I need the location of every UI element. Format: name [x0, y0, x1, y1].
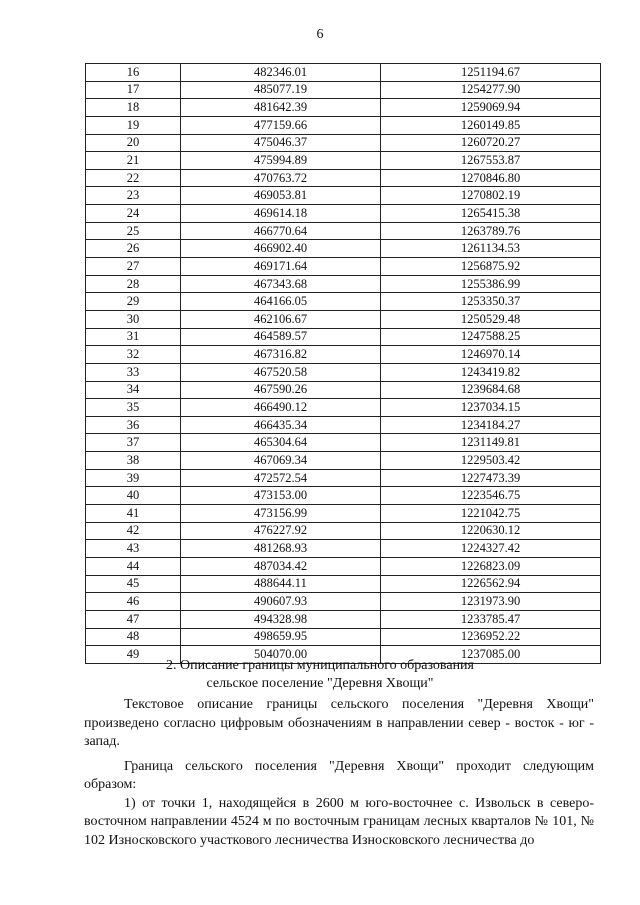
x-coordinate-cell: 469171.64	[181, 258, 381, 276]
table-row	[86, 116, 601, 134]
x-coordinate-cell: 467069.34	[181, 452, 381, 470]
y-coordinate-cell: 1231149.81	[381, 434, 601, 452]
y-coordinate-cell: 1226562.94	[381, 575, 601, 593]
y-coordinate-cell: 1246970.14	[381, 346, 601, 364]
point-number-cell: 31	[86, 328, 181, 346]
y-coordinate-cell: 1227473.39	[381, 469, 601, 487]
table-row	[86, 487, 601, 505]
table-row	[86, 628, 601, 646]
point-number-cell: 24	[86, 205, 181, 223]
point-number-cell: 23	[86, 187, 181, 205]
table-row	[86, 152, 601, 170]
x-coordinate-cell: 488644.11	[181, 575, 381, 593]
point-number-cell: 40	[86, 487, 181, 505]
x-coordinate-cell: 462106.67	[181, 310, 381, 328]
x-coordinate-cell: 494328.98	[181, 610, 381, 628]
section-heading-line-2: сельское поселение "Деревня Хвощи"	[206, 676, 434, 691]
table-row	[86, 99, 601, 117]
point-number-cell: 49	[86, 646, 181, 664]
table-row	[86, 346, 601, 364]
table-row	[86, 522, 601, 540]
y-coordinate-cell: 1260149.85	[381, 116, 601, 134]
point-number-cell: 46	[86, 593, 181, 611]
table-row	[86, 593, 601, 611]
table-row	[86, 240, 601, 258]
y-coordinate-cell: 1220630.12	[381, 522, 601, 540]
point-number-cell: 48	[86, 628, 181, 646]
y-coordinate-cell: 1247588.25	[381, 328, 601, 346]
point-number-cell: 43	[86, 540, 181, 558]
y-coordinate-cell: 1233785.47	[381, 610, 601, 628]
point-number-cell: 45	[86, 575, 181, 593]
point-number-cell: 39	[86, 469, 181, 487]
y-coordinate-cell: 1237085.00	[381, 646, 601, 664]
y-coordinate-cell: 1234184.27	[381, 416, 601, 434]
table-row	[86, 452, 601, 470]
paragraph-description: Текстовое описание границы сельского поселения "Деревня Хвощи" произведено согласно цифровым обозначениям в направлении север - восток - юг - запад.	[84, 697, 594, 749]
x-coordinate-cell: 466902.40	[181, 240, 381, 258]
coordinates-table-body	[86, 64, 601, 664]
x-coordinate-cell: 473156.99	[181, 505, 381, 523]
point-number-cell: 42	[86, 522, 181, 540]
point-number-cell: 27	[86, 258, 181, 276]
y-coordinate-cell: 1255386.99	[381, 275, 601, 293]
point-number-cell: 33	[86, 363, 181, 381]
y-coordinate-cell: 1261134.53	[381, 240, 601, 258]
point-number-cell: 20	[86, 134, 181, 152]
x-coordinate-cell: 472572.54	[181, 469, 381, 487]
table-row	[86, 222, 601, 240]
table-row	[86, 381, 601, 399]
table-row	[86, 505, 601, 523]
y-coordinate-cell: 1226823.09	[381, 557, 601, 575]
table-row	[86, 310, 601, 328]
point-number-cell: 29	[86, 293, 181, 311]
point-number-cell: 17	[86, 81, 181, 99]
table-row	[86, 275, 601, 293]
x-coordinate-cell: 465304.64	[181, 434, 381, 452]
y-coordinate-cell: 1224327.42	[381, 540, 601, 558]
table-row	[86, 610, 601, 628]
x-coordinate-cell: 466490.12	[181, 399, 381, 417]
x-coordinate-cell: 477159.66	[181, 116, 381, 134]
table-row	[86, 64, 601, 82]
table-row	[86, 416, 601, 434]
y-coordinate-cell: 1270802.19	[381, 187, 601, 205]
table-row	[86, 540, 601, 558]
table-row	[86, 81, 601, 99]
point-number-cell: 35	[86, 399, 181, 417]
x-coordinate-cell: 466770.64	[181, 222, 381, 240]
point-number-cell: 18	[86, 99, 181, 117]
point-number-cell: 44	[86, 557, 181, 575]
x-coordinate-cell: 467343.68	[181, 275, 381, 293]
x-coordinate-cell: 467520.58	[181, 363, 381, 381]
point-number-cell: 30	[86, 310, 181, 328]
x-coordinate-cell: 469053.81	[181, 187, 381, 205]
point-number-cell: 41	[86, 505, 181, 523]
y-coordinate-cell: 1260720.27	[381, 134, 601, 152]
table-row	[86, 469, 601, 487]
point-number-cell: 37	[86, 434, 181, 452]
x-coordinate-cell: 467316.82	[181, 346, 381, 364]
x-coordinate-cell: 482346.01	[181, 64, 381, 82]
y-coordinate-cell: 1223546.75	[381, 487, 601, 505]
section-heading-line-1: 2. Описание границы муниципального образования	[166, 658, 474, 673]
y-coordinate-cell: 1254277.90	[381, 81, 601, 99]
x-coordinate-cell: 476227.92	[181, 522, 381, 540]
table-row	[86, 134, 601, 152]
point-number-cell: 47	[86, 610, 181, 628]
coordinates-table	[85, 63, 601, 664]
y-coordinate-cell: 1267553.87	[381, 152, 601, 170]
paragraph-boundary-intro: Граница сельского поселения "Деревня Хвощи" проходит следующим образом:	[84, 758, 594, 792]
x-coordinate-cell: 498659.95	[181, 628, 381, 646]
y-coordinate-cell: 1251194.67	[381, 64, 601, 82]
y-coordinate-cell: 1237034.15	[381, 399, 601, 417]
table-row	[86, 187, 601, 205]
y-coordinate-cell: 1243419.82	[381, 363, 601, 381]
x-coordinate-cell: 464166.05	[181, 293, 381, 311]
y-coordinate-cell: 1256875.92	[381, 258, 601, 276]
y-coordinate-cell: 1221042.75	[381, 505, 601, 523]
y-coordinate-cell: 1250529.48	[381, 310, 601, 328]
table-row	[86, 557, 601, 575]
y-coordinate-cell: 1265415.38	[381, 205, 601, 223]
point-number-cell: 34	[86, 381, 181, 399]
point-number-cell: 26	[86, 240, 181, 258]
x-coordinate-cell: 473153.00	[181, 487, 381, 505]
x-coordinate-cell: 464589.57	[181, 328, 381, 346]
table-row	[86, 205, 601, 223]
page-number: 6	[316, 27, 324, 42]
point-number-cell: 36	[86, 416, 181, 434]
x-coordinate-cell: 475046.37	[181, 134, 381, 152]
x-coordinate-cell: 481642.39	[181, 99, 381, 117]
x-coordinate-cell: 475994.89	[181, 152, 381, 170]
table-row	[86, 575, 601, 593]
x-coordinate-cell: 466435.34	[181, 416, 381, 434]
y-coordinate-cell: 1263789.76	[381, 222, 601, 240]
table-row	[86, 258, 601, 276]
y-coordinate-cell: 1236952.22	[381, 628, 601, 646]
point-number-cell: 25	[86, 222, 181, 240]
point-number-cell: 32	[86, 346, 181, 364]
paragraph-boundary-point-1: 1) от точки 1, находящейся в 2600 м юго-восточнее с. Извольск в северо-восточном направлении 4524 м по восточным границам лесных кварталов № 101, № 102 Износковского участкового лесничества Износковского лесничества до	[84, 795, 594, 848]
table-row	[86, 169, 601, 187]
y-coordinate-cell: 1270846.80	[381, 169, 601, 187]
point-number-cell: 28	[86, 275, 181, 293]
table-row	[86, 434, 601, 452]
x-coordinate-cell: 485077.19	[181, 81, 381, 99]
point-number-cell: 22	[86, 169, 181, 187]
point-number-cell: 19	[86, 116, 181, 134]
y-coordinate-cell: 1231973.90	[381, 593, 601, 611]
y-coordinate-cell: 1229503.42	[381, 452, 601, 470]
point-number-cell: 21	[86, 152, 181, 170]
y-coordinate-cell: 1259069.94	[381, 99, 601, 117]
x-coordinate-cell: 487034.42	[181, 557, 381, 575]
y-coordinate-cell: 1239684.68	[381, 381, 601, 399]
point-number-cell: 16	[86, 64, 181, 82]
x-coordinate-cell: 470763.72	[181, 169, 381, 187]
point-number-cell: 38	[86, 452, 181, 470]
x-coordinate-cell: 481268.93	[181, 540, 381, 558]
table-row	[86, 328, 601, 346]
table-row	[86, 363, 601, 381]
x-coordinate-cell: 490607.93	[181, 593, 381, 611]
x-coordinate-cell: 467590.26	[181, 381, 381, 399]
body-text	[84, 696, 594, 850]
x-coordinate-cell: 504070.00	[181, 646, 381, 664]
table-row	[86, 293, 601, 311]
section-heading	[0, 657, 640, 693]
x-coordinate-cell: 469614.18	[181, 205, 381, 223]
y-coordinate-cell: 1253350.37	[381, 293, 601, 311]
table-row	[86, 399, 601, 417]
